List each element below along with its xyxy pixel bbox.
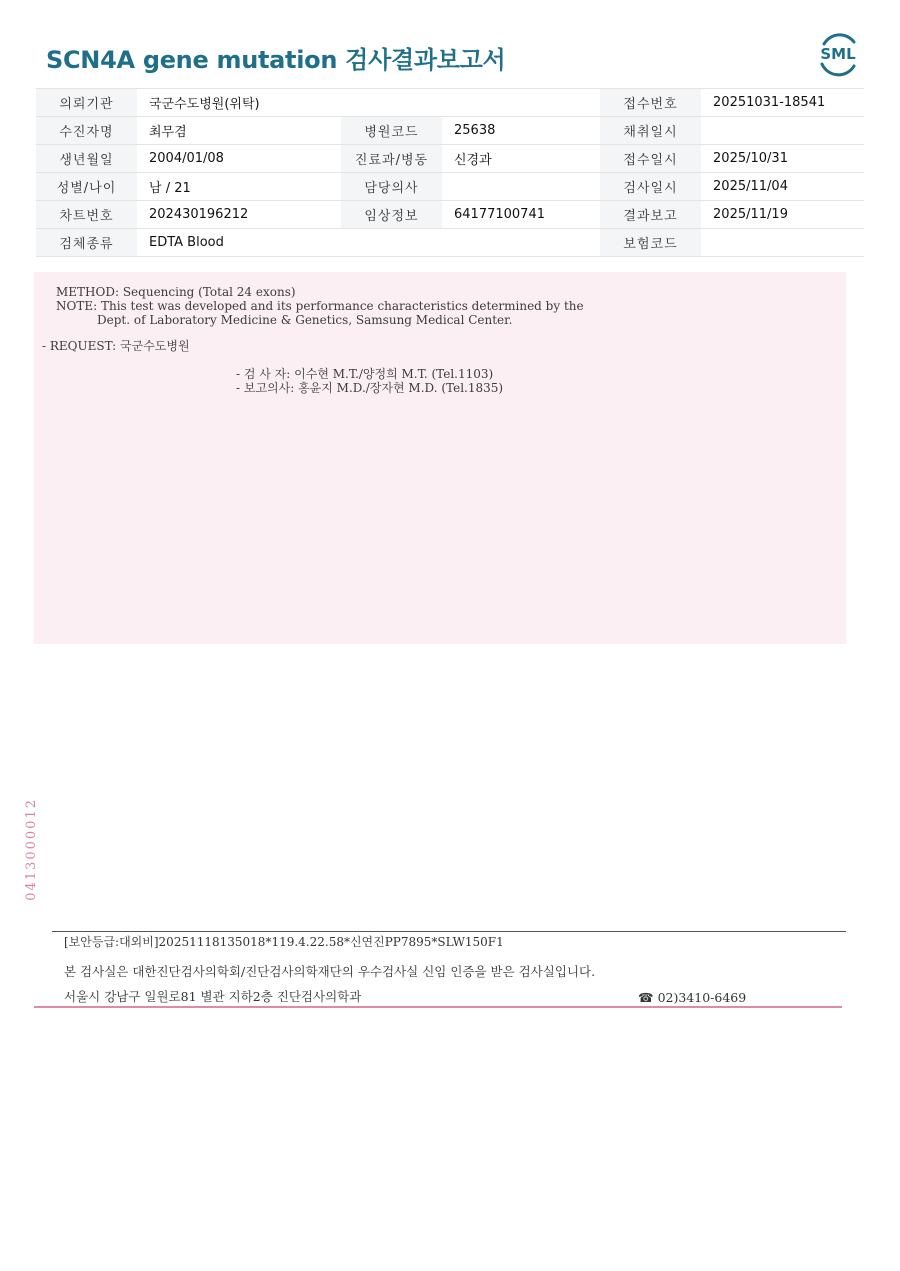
reporter-line: - 보고의사: 홍윤지 M.D./장자현 M.D. (Tel.1835) xyxy=(236,381,504,395)
method-line: METHOD: Sequencing (Total 24 exons) xyxy=(56,285,296,299)
phone-number: 02)3410-6469 xyxy=(657,990,747,1005)
info-label: 담당의사 xyxy=(341,173,442,201)
footer-divider xyxy=(52,931,846,932)
page-title: SCN4A gene mutation 검사결과보고서 xyxy=(46,46,506,74)
info-value: 2004/01/08 xyxy=(137,145,341,173)
info-label: 임상정보 xyxy=(341,201,442,229)
info-label: 결과보고 xyxy=(600,201,701,229)
info-label: 의뢰기관 xyxy=(36,89,137,117)
info-value: 국군수도병원(위탁) xyxy=(137,89,600,117)
lab-address: 서울시 강남구 일원로81 별관 지하2층 진단검사의학과 xyxy=(64,989,362,1004)
phone xyxy=(638,990,746,1005)
certification-line: 본 검사실은 대한진단검사의학회/진단검사의학재단의 우수검사실 신임 인증을 받은 검사실입니다. xyxy=(64,964,596,979)
info-label: 생년월일 xyxy=(36,145,137,173)
phone-icon: ☎ xyxy=(638,990,654,1005)
side-code: 0413000012 xyxy=(24,798,39,901)
sml-logo xyxy=(814,30,862,78)
tester-line: - 검 사 자: 이수현 M.T./양정희 M.T. (Tel.1103) xyxy=(236,367,494,381)
note-line-1: NOTE: This test was developed and its performance characteristics determined by the xyxy=(56,299,584,313)
info-value: EDTA Blood xyxy=(137,229,600,257)
info-value: 64177100741 xyxy=(442,201,600,229)
info-label: 보험코드 xyxy=(600,229,701,257)
info-value: 20251031-18541 xyxy=(701,89,864,117)
info-row xyxy=(36,201,864,229)
info-row xyxy=(36,229,864,257)
info-value: 2025/10/31 xyxy=(701,145,864,173)
security-line: [보안등급:대외비]20251118135018*119.4.22.58*신연진PP7895*SLW150F1 xyxy=(64,935,504,949)
info-value: 남 / 21 xyxy=(137,173,341,201)
info-row xyxy=(36,173,864,201)
info-value xyxy=(701,229,864,257)
info-label: 접수일시 xyxy=(600,145,701,173)
report-body xyxy=(34,272,846,644)
info-value: 2025/11/04 xyxy=(701,173,864,201)
info-value: 최무겸 xyxy=(137,117,341,145)
info-label: 차트번호 xyxy=(36,201,137,229)
info-label: 검사일시 xyxy=(600,173,701,201)
info-row xyxy=(36,117,864,145)
info-value: 25638 xyxy=(442,117,600,145)
note-line-2: Dept. of Laboratory Medicine & Genetics, Samsung Medical Center. xyxy=(97,313,513,327)
info-label: 채취일시 xyxy=(600,117,701,145)
info-label: 병원코드 xyxy=(341,117,442,145)
info-label: 접수번호 xyxy=(600,89,701,117)
info-value: 2025/11/19 xyxy=(701,201,864,229)
info-label: 검체종류 xyxy=(36,229,137,257)
info-value xyxy=(701,117,864,145)
info-label: 수진자명 xyxy=(36,117,137,145)
patient-info-table xyxy=(36,88,864,257)
request-line: - REQUEST: 국군수도병원 xyxy=(42,339,190,353)
info-value: 202430196212 xyxy=(137,201,341,229)
info-value xyxy=(442,173,600,201)
info-label: 성별/나이 xyxy=(36,173,137,201)
info-value: 신경과 xyxy=(442,145,600,173)
logo-text: SML xyxy=(820,45,856,63)
info-row xyxy=(36,89,864,117)
info-row xyxy=(36,145,864,173)
footer-pink-rule xyxy=(34,1006,842,1008)
info-label: 진료과/병동 xyxy=(341,145,442,173)
